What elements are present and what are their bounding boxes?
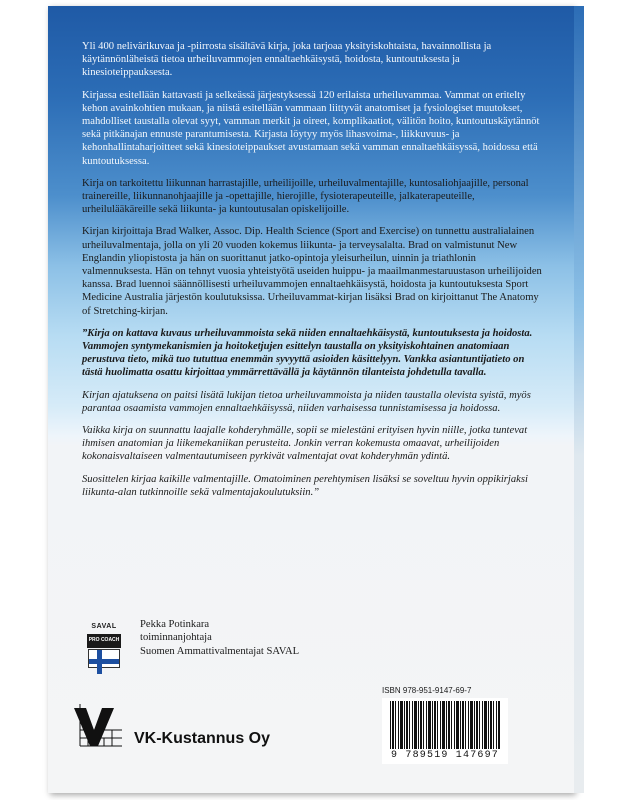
barcode [382,698,508,764]
signature-org: Suomen Ammattivalmentajat SAVAL [140,645,300,657]
quote-bold-paragraph: ”Kirja on kattava kuvaus urheiluvammoista sekä niiden ennaltaehkäisystä, kuntoutuksesta ja hoidosta. Vammojen syntymekanismien ja hoitoketjujen esittelyn taustalla on yksityiskohtainen anatomiaan perustuva tieto, mikä tuo tututtua enemmän syvyyttä asioiden käsittelyyn. Vankka asiantuntijatieto on tästä huolimatta osattu kirjoittaa ymmärrettävällä ja käytännön tilanteista johdetulla tavalla. [82,327,533,379]
signature-title: toiminnanjohtaja [140,632,212,644]
intro-paragraph: Yli 400 nelivärikuvaa ja -piirrosta sisältävä kirja, joka tarjoaa yksityiskohtaista, havainnollista ja käytännönläheistä tietoa urheiluvammojen ennaltaehkäisystä, hoidosta, kuntoutuksesta ja kinesioteippauksesta. [82,41,492,79]
cover-text [82,40,542,508]
barcode-bars-icon [390,701,500,749]
finnish-flag-icon [88,649,120,668]
quote-paragraph: Vaikka kirja on suunnattu laajalle kohderyhmälle, sopii se mielestäni erityisen hyvin niille, jotka tuntevat ihmisen anatomian ja liikemekaniikan perusteita. Jonkin verran kokemusta omaavat, urheilijoiden kokonaisvaltaiseen valmentautumiseen pyrkivät valmentajat ovat kohderyhmän ydintä. [82,425,528,463]
saval-logo: SAVAL PRO COACH [86,620,122,668]
publisher-name: VK-Kustannus Oy [134,730,271,747]
book-spine [574,6,584,793]
author-paragraph: Kirjan kirjoittaja Brad Walker, Assoc. Dip. Health Science (Sport and Exercise) on tunnettu australialainen urheiluvalmentaja, jolla on yli 20 vuoden kokemus liikunta- ja terveysalalta. Brad on valmistunut New Englandin yliopistosta ja hän on suorittanut jatko-opintoja yleisurheilun, uinnin ja triathlonin valmennuksesta. Hän on tehnyt vuosia yhteistyötä useiden huippu- ja maailmanmestaruustason urheilijoiden kanssa. Brad luennoi säännöllisesti urheiluvammojen ennaltaehkäisystä, hoidosta ja kuntoutuksesta Sport Medicine Australia järjestön koulutuksissa. Urheiluvammat-kirjan lisäksi Brad on kirjoittanut The Anatomy of Stretching-kirjan. [82,226,542,317]
vk-publisher-logo-icon [72,700,128,750]
audience-paragraph: Kirja on tarkoitettu liikunnan harrastajille, urheilijoille, urheiluvalmentajille, kuntosaliohjaajille, personal trainereille, liikunnanohjaajille ja -opettajille, hierojille, fysioterapeuteille, jalkaterapeuteille, urheilulääkäreille sekä liikunta- ja kuntoutusalan opiskelijoille. [82,177,529,216]
barcode-number: 9 789519 147697 [390,750,499,761]
signature-block [86,618,299,668]
signature-text [140,618,299,668]
book-back-cover [48,6,574,793]
contents-paragraph: Kirjassa esitellään kattavasti ja selkeässä järjestyksessä 120 erilaista urheiluvammaa. Vammat on eritelty kehon avainkohtien mukaan, ja niistä esitellään vammaan liittyvät anatomiset ja fysiologiset muutokset, mahdolliset taustalla olevat syyt, vamman merkit ja oireet, komplikaatiot, välitön hoito, kuntoutuskäytännöt sekä pitkänajan ennuste parantumisesta. Kirjasta löytyy myös lihasvoima-, liikkuvuus- ja kehonhallintaharjoitteet sekä kinesioteippaukset avustamaan sekä vamman ennaltaehkäisyssä, hoidossa että kuntoutuksessa. [82,89,540,167]
quote-paragraph: Suosittelen kirjaa kaikille valmentajille. Omatoiminen perehtymisen lisäksi se soveltuu hyvin oppikirjaksi liikunta-alan tutkinnoille sekä valmentajakoulutuksiin.” [82,473,528,498]
isbn-text: ISBN 978-951-9147-69-7 [382,686,472,695]
quote-paragraph: Kirjan ajatuksena on paitsi lisätä lukijan tietoa urheiluvammoista ja niiden taustalla olevista syistä, myös parantaa osaamista vammojen ennaltaehkäisyssä, niiden varhaisessa tunnistamisessa ja hoidossa. [82,389,531,414]
publisher-block [72,700,270,750]
signature-name: Pekka Potinkara [140,619,210,630]
